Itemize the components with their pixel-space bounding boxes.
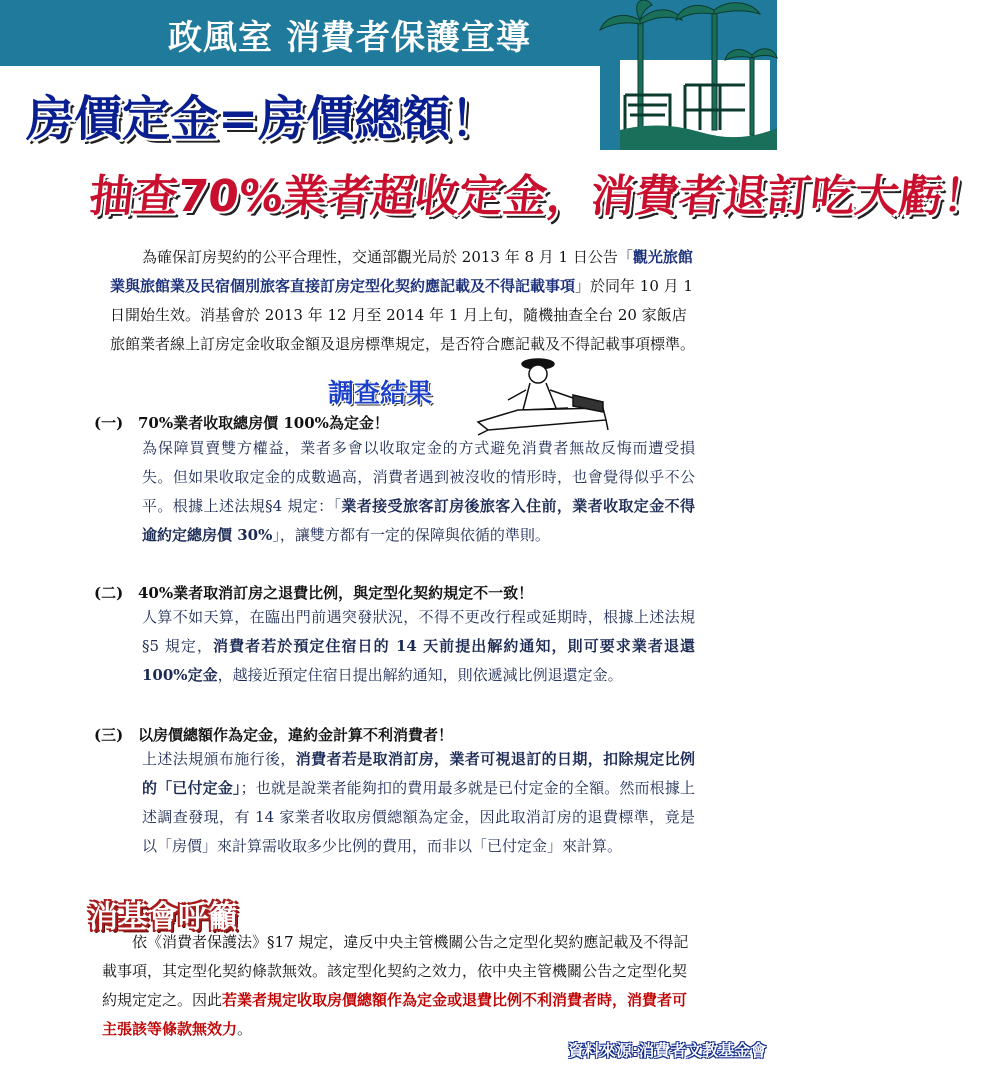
header-title: 政風室 消費者保護宣導 — [168, 18, 531, 58]
section-3-text-a: 上述法規頒布施行後， — [142, 750, 296, 768]
section-2-heading — [94, 582, 533, 603]
section-1-heading — [94, 412, 389, 433]
section-3-body — [142, 745, 695, 861]
section-3-heading — [94, 724, 453, 745]
section-1-text-c: 」，讓雙方都有一定的保障與依循的準則。 — [272, 526, 550, 544]
intro-paragraph — [110, 243, 695, 359]
source-credit: 資料來源:消費者文教基金會 — [568, 1041, 767, 1060]
section-3-text-b: 消費者若是取消訂房，業者可視退訂的日期，扣除規定比例的「已付定金」 — [142, 750, 695, 797]
section-2-text-b: 消費者若於預定住宿日的 14 天前提出解約通知，則可要求業者退還 100%定金 — [142, 637, 696, 684]
intro-rule-name: 觀光旅館業與旅館業及民宿個別旅客直接訂房定型化契約應記載及不得記載事項 — [110, 248, 693, 295]
person-at-desk-icon — [478, 350, 608, 435]
appeal-text-1: 依《消費者保護法》§17 規定，違反中央主管機關公告之定型化契約應記載及不得記載事項，其定型化契約條款無效。該定型化契約之效力，依中央主管機關公告之定型化契約規定定之。因此 — [102, 933, 689, 1009]
section-1-body — [142, 434, 695, 550]
intro-text-2: 」於同年 10 月 1 日開始生效。消基會於 2013 年 12 月至 2014 年 1 月上旬，隨機抽查全台 20 家飯店旅館業者線上訂房定金收取金額及退房標準規定，是否符合應記載及不得記載事項標準。 — [110, 277, 696, 353]
appeal-paragraph — [102, 928, 692, 1044]
appeal-title: 消基會呼籲 — [88, 900, 238, 935]
section-3-title: 以房價總額作為定金，違約金計算不利消費者！ — [138, 726, 454, 744]
headline-line-2: 抽查70%業者超收定金，消費者退訂吃大虧！ — [86, 171, 990, 222]
section-3-number: (三) — [94, 726, 124, 744]
appeal-text-2: 。 — [237, 1020, 253, 1038]
headline-line-1: 房價定金=房價總額！ — [26, 91, 499, 147]
section-2-text-c: ，越接近預定住宿日提出解約通知，則依遞減比例退還定金。 — [217, 666, 623, 684]
palm-tree-illustration — [600, 0, 777, 150]
results-title: 調查結果 — [328, 379, 433, 409]
appeal-emphasis: 若業者規定收取房價總額作為定金或退費比例不利消費者時，消費者可主張該等條款無效力 — [102, 991, 688, 1038]
section-2-text-a: 人算不如天算，在臨出門前遇突發狀況，不得不更改行程或延期時，根據上述法規§5 規定， — [142, 608, 695, 655]
section-1-title: 70%業者收取總房價 100%為定金！ — [138, 414, 389, 432]
section-1-text-a: 為保障買賣雙方權益，業者多會以收取定金的方式避免消費者無故反悔而遭受損失。但如果收取定金的成數過高，消費者遇到被沒收的情形時，也會覺得似乎不公平。根據上述法規§4 規定：「 — [142, 439, 695, 515]
intro-text-1: 為確保訂房契約的公平合理性，交通部觀光局於 2013 年 8 月 1 日公告「 — [142, 248, 633, 266]
section-1-text-b: 業者接受旅客訂房後旅客入住前，業者收取定金不得逾約定總房價 30% — [142, 497, 695, 544]
section-2-title: 40%業者取消訂房之退費比例，與定型化契約規定不一致！ — [138, 584, 534, 602]
section-3-text-c: ；也就是說業者能夠扣的費用最多就是已付定金的全額。然而根據上述調查發現，有 14 家業者收取房價總額為定金，因此取消訂房的退費標準，竟是以「房價」來計算需收取多少比例的費用，而非以「已付定金」來計算。 — [142, 779, 695, 855]
section-2-body — [142, 603, 695, 690]
section-2-number: (二) — [94, 584, 124, 602]
section-1-number: (一) — [94, 414, 124, 432]
